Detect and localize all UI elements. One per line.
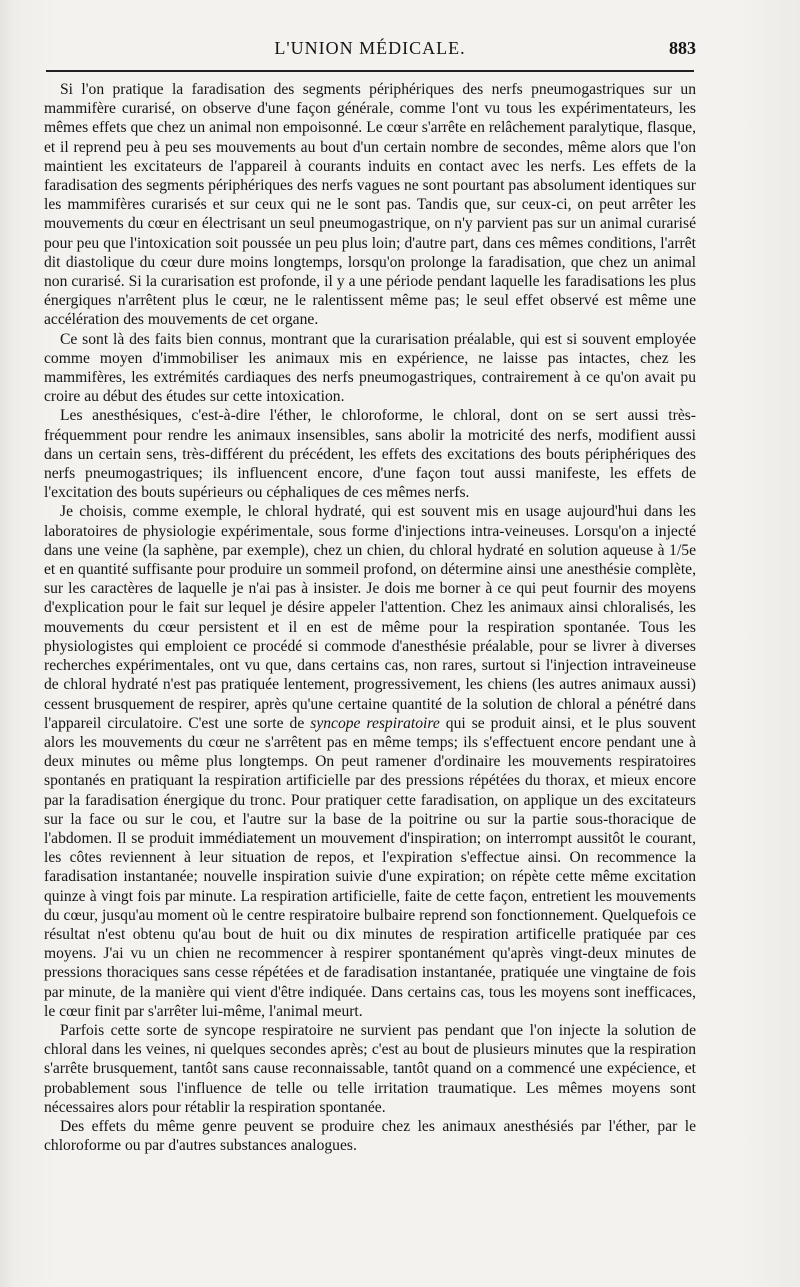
- paragraph-2: Ce sont là des faits bien connus, montrant que la curarisation préalable, qui est si souvent employée comme moyen d'immobiliser les animaux mis en expérience, ne laisse pas intactes, chez les mammifères, les extrémités cardiaques des nerfs pneumogastriques, contrairement à ce qu'on avait pu croire au début des études sur cette intoxication.: [44, 330, 696, 406]
- header-rule: [46, 70, 694, 72]
- paragraph-4: [44, 502, 696, 1020]
- paragraph-4-part-b: qui se produit ainsi, et le plus souvent alors les mouvements du cœur ne s'arrêtent pas en même temps; ils s'effectuent encore pendant une à deux minutes ou même plus longtemps. On peut ramener d'ordinaire les mouvements respiratoires spontanés en pratiquant la respiration artificielle par des pressions répétées du thorax, et mieux encore par la faradisation énergique du tronc. Pour pratiquer cette faradisation, on applique un des excitateurs sur la face ou sur le cou, et l'autre sur la base de la poitrine ou sur la partie sous-thoracique de l'abdomen. Il se produit immédiatement un mouvement d'inspiration; on interrompt aussitôt le courant, les côtes reviennent à leur situation de repos, et l'expiration s'effectue ainsi. On recommence la faradisation instantanée; nouvelle inspiration suivie d'une expiration; on répète cette même excitation quinze à vingt fois par minute. La respiration artificielle, faite de cette façon, entretient les mouvements du cœur, jusqu'au moment où le centre respiratoire bulbaire reprend son fonctionnement. Quelquefois ce résultat n'est obtenu qu'au bout de huit ou dix minutes de respiration artificelle pratiquée par ces moyens. J'ai vu un chien ne recommencer à respirer spontanément qu'après vingt-deux minutes de pressions thoraciques sans cesse répétées et de faradisation instantanée, pratiquée une vingtaine de fois par minute, de la manière qui vient d'être indiquée. Dans certains cas, tous les moyens sont inefficaces, le cœur finit par s'arrêter lui-même, l'animal meurt.: [44, 714, 697, 1020]
- page-number: 883: [669, 38, 696, 58]
- page-header: [46, 38, 694, 68]
- paragraph-4-part-a: Je choisis, comme exemple, le chloral hydraté, qui est souvent mis en usage aujourd'hui dans les laboratoires de physiologie expérimentale, sous forme d'injections intra-veineuses. Lorsqu'on a injecté dans une veine (la saphène, par exemple), chez un chien, du chloral hydraté en solution aqueuse à 1/5e et en quantité suffisante pour produire un sommeil profond, on détermine ainsi une anesthésie complète, sur les caractères de laquelle je n'ai pas à insister. Je dois me borner à ce qui peut fournir des moyens d'explication pour le fait sur lequel je désire appeler l'attention. Chez les animaux ainsi chloralisés, les mouvements du cœur persistent et il en est de même pour la respiration spontanée. Tous les physiologistes qui emploient ce procédé si commode d'anesthésie préalable, pour se livrer à diverses recherches expérimentales, ont vu que, dans certains cas, non rares, surtout si l'injection intraveineuse de chloral hydraté n'est pas pratiquée lentement, progressivement, les chiens (les autres animaux aussi) cessent brusquement de respirer, après qu'une certaine quantité de la solution de chloral a pénétré dans l'appareil circulatoire. C'est une sorte de: [44, 503, 696, 732]
- italic-term: syncope respiratoire: [310, 714, 440, 732]
- running-head: L'UNION MÉDICALE.: [274, 38, 466, 58]
- paragraph-6: Des effets du même genre peuvent se produire chez les animaux anesthésiés par l'éther, par le chloroforme ou par d'autres substances analogues.: [44, 1117, 696, 1155]
- paragraph-1: Si l'on pratique la faradisation des segments périphériques des nerfs pneumogastriques sur un mammifère curarisé, on observe d'une façon générale, comme l'ont vu tous les expérimentateurs, les mêmes effets que chez un animal non empoisonné. Le cœur s'arrête en relâchement paralytique, flasque, et il reprend peu à peu ses mouvements au bout d'un certain nombre de secondes, même alors que l'on maintient les excitateurs de l'appareil à courants induits en contact avec les nerfs. Les effets de la faradisation des segments périphériques des nerfs vagues ne sont pourtant pas absolument identiques sur les mammifères curarisés et sur ceux qui ne le sont pas. Tandis que, sur ceux-ci, on peut arrêter les mouvements du cœur en électrisant un seul pneumogastrique, on n'y parvient pas sur un animal curarisé pour peu que l'intoxication soit poussée un peu plus loin; d'autre part, dans ces mêmes conditions, l'arrêt dit diastolique du cœur dure moins longtemps, lorsqu'on prolonge la faradisation, que chez un animal non curarisé. Si la curarisation est profonde, il y a une période pendant laquelle les faradisations les plus énergiques n'arrêtent plus le cœur, ne le ralentissent même pas; le seul effet observé est même une accélération des mouvements de cet organe.: [44, 81, 696, 329]
- body-text: [44, 80, 696, 1155]
- paragraph-3: Les anesthésiques, c'est-à-dire l'éther, le chloroforme, le chloral, dont on se sert aussi très-fréquemment pour rendre les animaux insensibles, sans abolir la motricité des nerfs, modifient aussi dans un certain sens, très-différent du précédent, les effets des excitations des bouts périphériques des nerfs pneumogastriques; ils influencent encore, d'une façon tout aussi manifeste, les effets de l'excitation des bouts supérieurs ou céphaliques de ces mêmes nerfs.: [44, 407, 696, 502]
- paragraph-5: Parfois cette sorte de syncope respiratoire ne survient pas pendant que l'on injecte la solution de chloral dans les veines, ni quelques secondes après; c'est au bout de plusieurs minutes que la respiration s'arrête brusquement, tantôt sans cause reconnaissable, tantôt quand on a commencé une expécience, et probablement sous l'influence de telle ou telle irritation traumatique. Les mêmes moyens sont nécessaires alors pour rétablir la respiration spontanée.: [44, 1021, 696, 1116]
